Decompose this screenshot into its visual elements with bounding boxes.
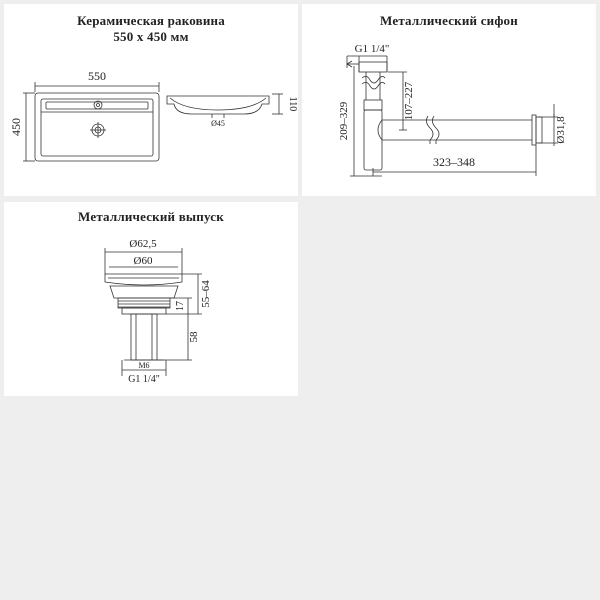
sink-title: Керамическая раковина <box>77 13 225 28</box>
drain-bolt-label: M6 <box>138 361 150 370</box>
sink-depth-label: 450 <box>9 118 23 136</box>
siphon-total-height-label: 209–329 <box>338 101 350 141</box>
sink-size-title: 550 x 450 мм <box>113 29 189 44</box>
siphon-length-label: 323–348 <box>433 155 475 169</box>
sink-drain-diameter-label: Ø45 <box>211 119 225 128</box>
drain-tube <box>131 314 157 360</box>
siphon-upper-height-label: 107–227 <box>403 81 415 121</box>
drain-thread-label: G1 1/4" <box>128 374 160 385</box>
sink-width-label: 550 <box>88 69 106 83</box>
drain-title: Металлический выпуск <box>78 209 224 224</box>
drain-cap <box>105 274 182 285</box>
drain-drawing <box>4 202 298 396</box>
drain-flange-label: 17 <box>175 301 186 311</box>
drain-thread-body <box>118 298 170 308</box>
sink-drawing <box>4 4 298 196</box>
siphon-pipe-diameter-label: Ø31,8 <box>555 116 567 144</box>
siphon-top-nut <box>359 62 387 72</box>
drain-inner-diameter-label: Ø60 <box>133 255 153 267</box>
siphon-bottle <box>364 110 382 170</box>
sink-height-label: 110 <box>287 96 298 112</box>
sink-panel <box>4 4 298 196</box>
siphon-panel <box>302 4 596 196</box>
siphon-thread-label: G1 1/4" <box>354 43 390 55</box>
siphon-title: Металлический сифон <box>380 13 518 28</box>
drain-height-range-label: 55–64 <box>200 280 212 308</box>
drain-tube-label: 58 <box>188 331 200 343</box>
siphon-wall-flange <box>532 115 536 145</box>
drain-outer-diameter-label: Ø62,5 <box>129 238 157 250</box>
siphon-drawing <box>302 4 596 196</box>
drain-panel <box>4 202 298 396</box>
